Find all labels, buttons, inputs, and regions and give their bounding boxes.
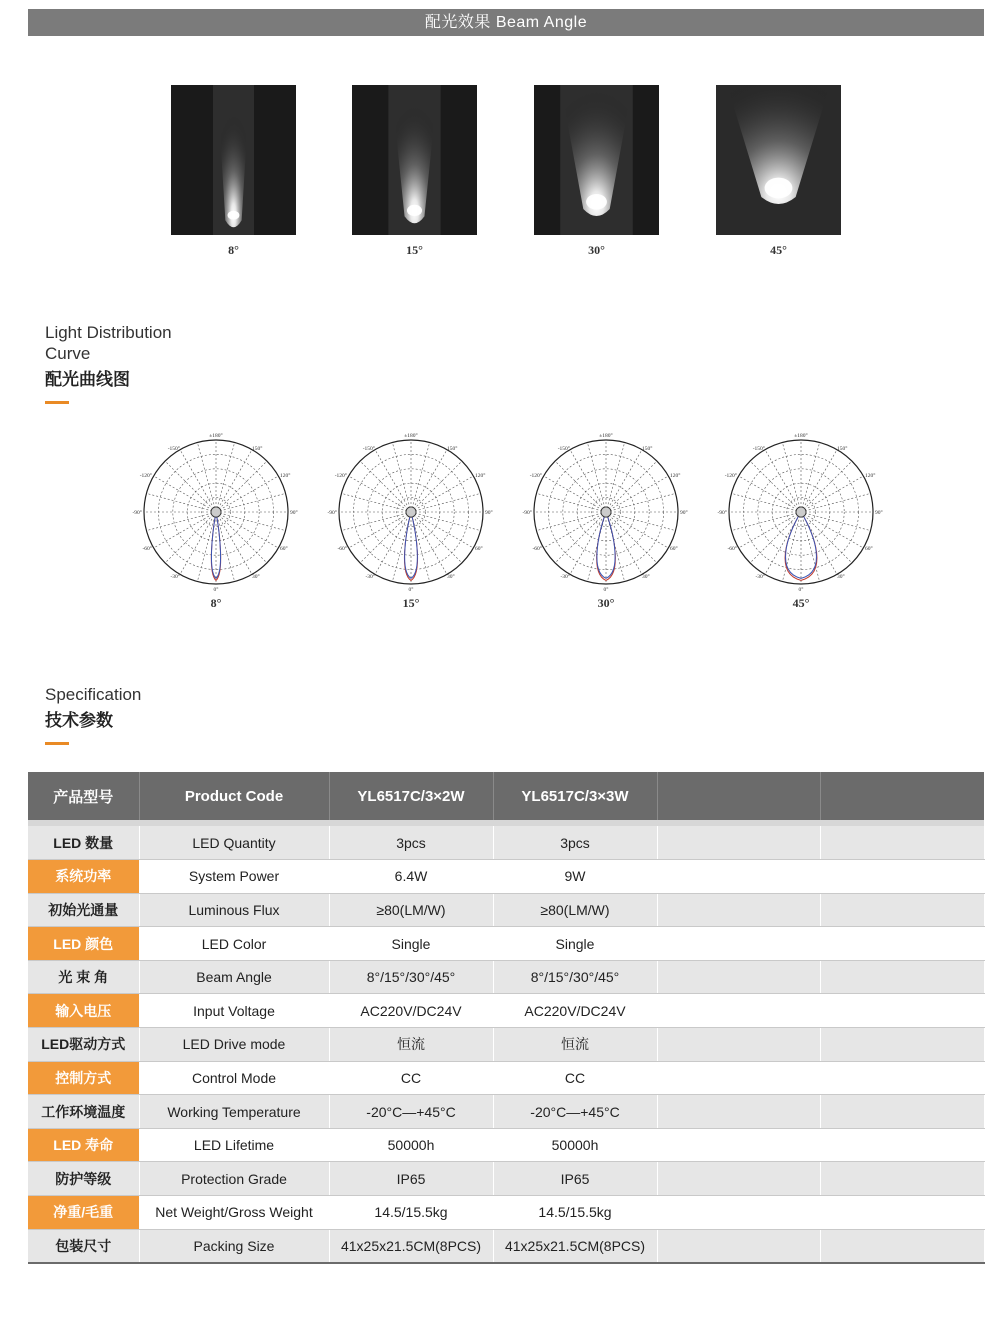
polar-label-bottom: 0° <box>408 587 414 593</box>
spec-title-cn: 技术参数 <box>45 711 113 730</box>
polar-label-top: ±180° <box>404 433 418 439</box>
cell-param-cn: 防护等级 <box>28 1162 139 1196</box>
polar-label-mid-lower-right: 60° <box>670 546 678 552</box>
light-curve-title-en <box>45 322 172 364</box>
table-row <box>28 1128 984 1162</box>
polar-label-mid-upper-right: 120° <box>865 473 876 479</box>
polar-label-right: 90° <box>485 510 493 516</box>
table-row <box>28 1229 984 1263</box>
cell-value-model-1: 41x25x21.5CM(8PCS) <box>329 1229 493 1263</box>
polar-label-mid-lower-left: -60° <box>337 546 347 552</box>
cell-empty <box>657 1229 820 1263</box>
polar-label-bottom: 0° <box>213 587 219 593</box>
light-curve-label: 15° <box>402 596 420 610</box>
cell-value-model-1: 8°/15°/30°/45° <box>329 960 493 994</box>
spec-heading <box>45 684 141 745</box>
cell-param-en: Working Temperature <box>139 1095 329 1129</box>
beam-effect-label: 30° <box>588 243 605 257</box>
polar-label-mid-lower-right: 60° <box>280 546 288 552</box>
cell-param-cn: 包装尺寸 <box>28 1229 139 1263</box>
beam-effect-image <box>352 85 477 235</box>
polar-label-upper-right: 150° <box>252 446 263 452</box>
beam-effect-item <box>534 85 659 258</box>
cell-param-en: Beam Angle <box>139 960 329 994</box>
polar-label-right: 90° <box>680 510 688 516</box>
cell-empty <box>820 1028 984 1062</box>
cell-param-en: Net Weight/Gross Weight <box>139 1196 329 1230</box>
cell-empty <box>657 1196 820 1230</box>
polar-label-upper-left: -150° <box>362 446 375 452</box>
cell-value-model-1: CC <box>329 1061 493 1095</box>
polar-label-mid-upper-right: 120° <box>280 473 291 479</box>
cell-empty <box>820 1196 984 1230</box>
polar-label-mid-lower-right: 60° <box>475 546 483 552</box>
cell-empty <box>820 960 984 994</box>
polar-label-left: -90° <box>522 510 532 516</box>
cell-param-en: Protection Grade <box>139 1162 329 1196</box>
cell-param-cn: 系统功率 <box>28 860 139 894</box>
polar-label-lower-right: 30° <box>837 574 845 580</box>
cell-param-en: LED Drive mode <box>139 1028 329 1062</box>
cell-empty <box>820 927 984 961</box>
beam-effect-item <box>716 85 841 258</box>
polar-center <box>601 507 611 517</box>
table-row <box>28 1196 984 1230</box>
polar-chart-svg <box>717 430 883 602</box>
polar-chart <box>717 430 883 611</box>
light-curve-title-line2: Curve <box>45 344 91 363</box>
polar-chart-svg <box>522 430 688 602</box>
beam-effect-label: 15° <box>406 243 423 257</box>
polar-center <box>211 507 221 517</box>
light-hotspot <box>407 205 422 216</box>
light-cone-graphic <box>716 85 841 235</box>
polar-label-top: ±180° <box>599 433 613 439</box>
polar-label-mid-upper-left: -120° <box>139 473 152 479</box>
header-cn: 产品型号 <box>28 772 139 820</box>
cell-empty <box>657 1162 820 1196</box>
cell-empty <box>820 1061 984 1095</box>
light-curve-heading <box>45 322 172 404</box>
table-row <box>28 1061 984 1095</box>
polar-label-left: -90° <box>132 510 142 516</box>
cell-value-model-1: -20°C—+45°C <box>329 1095 493 1129</box>
cell-empty <box>820 893 984 927</box>
polar-label-upper-left: -150° <box>752 446 765 452</box>
cell-empty <box>657 927 820 961</box>
table-row <box>28 994 984 1028</box>
header-empty <box>657 772 820 820</box>
polar-label-lower-left: -30° <box>365 574 375 580</box>
light-hotspot <box>228 211 240 220</box>
header-model-2: YL6517C/3×3W <box>493 772 657 820</box>
accent-bar <box>45 742 69 745</box>
header-empty <box>820 772 984 820</box>
light-curve-label: 30° <box>597 596 615 610</box>
accent-bar <box>45 401 69 404</box>
cell-empty <box>657 960 820 994</box>
cell-param-cn: 工作环境温度 <box>28 1095 139 1129</box>
cell-value-model-1: ≥80(LM/W) <box>329 893 493 927</box>
beam-effect-item <box>171 85 296 258</box>
cell-value-model-2: CC <box>493 1061 657 1095</box>
polar-label-upper-left: -150° <box>557 446 570 452</box>
beam-effect-image <box>534 85 659 235</box>
polar-label-lower-right: 30° <box>642 574 650 580</box>
beam-effect-label: 45° <box>770 243 787 257</box>
light-curve-row <box>0 430 1000 620</box>
light-curve-label: 8° <box>210 596 222 610</box>
polar-label-lower-left: -30° <box>755 574 765 580</box>
polar-label-mid-lower-left: -60° <box>142 546 152 552</box>
light-cone-graphic <box>534 85 659 235</box>
cell-value-model-1: 50000h <box>329 1128 493 1162</box>
polar-label-upper-left: -150° <box>167 446 180 452</box>
table-row <box>28 1162 984 1196</box>
beam-effect-item <box>352 85 477 258</box>
cell-value-model-2: 恒流 <box>493 1028 657 1062</box>
beam-effect-image <box>171 85 296 235</box>
table-row <box>28 1095 984 1129</box>
polar-label-upper-right: 150° <box>447 446 458 452</box>
cell-param-cn: 初始光通量 <box>28 893 139 927</box>
polar-label-mid-upper-right: 120° <box>475 473 486 479</box>
cell-value-model-2: 14.5/15.5kg <box>493 1196 657 1230</box>
polar-label-mid-upper-left: -120° <box>529 473 542 479</box>
table-row <box>28 927 984 961</box>
cell-param-cn: LED 颜色 <box>28 927 139 961</box>
cell-param-cn: 控制方式 <box>28 1061 139 1095</box>
polar-label-mid-lower-left: -60° <box>532 546 542 552</box>
light-curve-title-cn: 配光曲线图 <box>45 370 130 389</box>
polar-label-right: 90° <box>290 510 298 516</box>
polar-label-top: ±180° <box>794 433 808 439</box>
cell-empty <box>657 1028 820 1062</box>
polar-label-top: ±180° <box>209 433 223 439</box>
cell-empty <box>657 1128 820 1162</box>
polar-label-bottom: 0° <box>603 587 609 593</box>
light-cone-graphic <box>352 85 477 235</box>
table-row <box>28 1028 984 1062</box>
polar-label-mid-lower-right: 60° <box>865 546 873 552</box>
cell-value-model-1: 恒流 <box>329 1028 493 1062</box>
header-en: Product Code <box>139 772 329 820</box>
cell-param-en: LED Quantity <box>139 826 329 860</box>
beam-effect-image <box>716 85 841 235</box>
polar-label-bottom: 0° <box>798 587 804 593</box>
cell-value-model-1: 6.4W <box>329 860 493 894</box>
cell-empty <box>657 1095 820 1129</box>
polar-chart <box>522 430 688 611</box>
cell-param-en: Input Voltage <box>139 994 329 1028</box>
cell-param-cn: LED驱动方式 <box>28 1028 139 1062</box>
cell-empty <box>820 1162 984 1196</box>
cell-value-model-2: 50000h <box>493 1128 657 1162</box>
cell-value-model-2: 8°/15°/30°/45° <box>493 960 657 994</box>
banner-title: 配光效果 Beam Angle <box>424 14 588 31</box>
light-curve-label: 45° <box>792 596 810 610</box>
polar-label-lower-right: 30° <box>252 574 260 580</box>
light-hotspot <box>586 194 607 210</box>
cell-value-model-1: 3pcs <box>329 826 493 860</box>
cell-value-model-1: IP65 <box>329 1162 493 1196</box>
cell-value-model-2: 3pcs <box>493 826 657 860</box>
cell-empty <box>820 826 984 860</box>
table-row <box>28 960 984 994</box>
cell-value-model-2: IP65 <box>493 1162 657 1196</box>
cell-param-en: System Power <box>139 860 329 894</box>
cell-empty <box>657 860 820 894</box>
table-row <box>28 893 984 927</box>
table-row <box>28 860 984 894</box>
polar-label-upper-right: 150° <box>837 446 848 452</box>
header-model-1: YL6517C/3×2W <box>329 772 493 820</box>
cell-value-model-2: ≥80(LM/W) <box>493 893 657 927</box>
cell-value-model-2: 9W <box>493 860 657 894</box>
cell-value-model-2: 41x25x21.5CM(8PCS) <box>493 1229 657 1263</box>
cell-param-en: Control Mode <box>139 1061 329 1095</box>
cell-value-model-2: AC220V/DC24V <box>493 994 657 1028</box>
polar-chart-svg <box>132 430 298 602</box>
cell-param-en: LED Color <box>139 927 329 961</box>
polar-label-lower-left: -30° <box>560 574 570 580</box>
cell-empty <box>657 994 820 1028</box>
light-cone-graphic <box>171 85 296 235</box>
cell-empty <box>820 1095 984 1129</box>
cell-param-cn: 输入电压 <box>28 994 139 1028</box>
cell-param-en: Luminous Flux <box>139 893 329 927</box>
cell-param-cn: LED 寿命 <box>28 1128 139 1162</box>
polar-center <box>796 507 806 517</box>
cell-empty <box>820 1229 984 1263</box>
beam-angle-banner <box>28 9 984 36</box>
cell-param-cn: 净重/毛重 <box>28 1196 139 1230</box>
polar-label-left: -90° <box>717 510 727 516</box>
polar-chart-svg <box>327 430 493 602</box>
cell-value-model-1: Single <box>329 927 493 961</box>
beam-effect-row <box>0 85 1000 265</box>
polar-label-mid-upper-right: 120° <box>670 473 681 479</box>
table-row <box>28 826 984 860</box>
polar-label-lower-left: -30° <box>170 574 180 580</box>
polar-center <box>406 507 416 517</box>
polar-label-mid-upper-left: -120° <box>334 473 347 479</box>
polar-label-mid-upper-left: -120° <box>724 473 737 479</box>
spec-title-en: Specification <box>45 685 142 704</box>
cell-param-cn: 光 束 角 <box>28 960 139 994</box>
polar-label-left: -90° <box>327 510 337 516</box>
polar-label-right: 90° <box>875 510 883 516</box>
cell-param-en: LED Lifetime <box>139 1128 329 1162</box>
cell-empty <box>820 994 984 1028</box>
light-hotspot <box>765 178 793 199</box>
polar-chart <box>327 430 493 611</box>
polar-chart <box>132 430 298 611</box>
cell-empty <box>657 893 820 927</box>
spec-table <box>28 772 985 1264</box>
cell-empty <box>657 1061 820 1095</box>
beam-effect-label: 8° <box>228 243 239 257</box>
table-header-row <box>28 772 984 820</box>
cell-param-en: Packing Size <box>139 1229 329 1263</box>
cell-value-model-2: Single <box>493 927 657 961</box>
light-curve-title-line1: Light Distribution <box>45 323 172 342</box>
cell-value-model-1: AC220V/DC24V <box>329 994 493 1028</box>
polar-label-upper-right: 150° <box>642 446 653 452</box>
cell-param-cn: LED 数量 <box>28 826 139 860</box>
cell-value-model-1: 14.5/15.5kg <box>329 1196 493 1230</box>
cell-empty <box>820 860 984 894</box>
cell-empty <box>820 1128 984 1162</box>
cell-value-model-2: -20°C—+45°C <box>493 1095 657 1129</box>
polar-label-mid-lower-left: -60° <box>727 546 737 552</box>
cell-empty <box>657 826 820 860</box>
polar-label-lower-right: 30° <box>447 574 455 580</box>
